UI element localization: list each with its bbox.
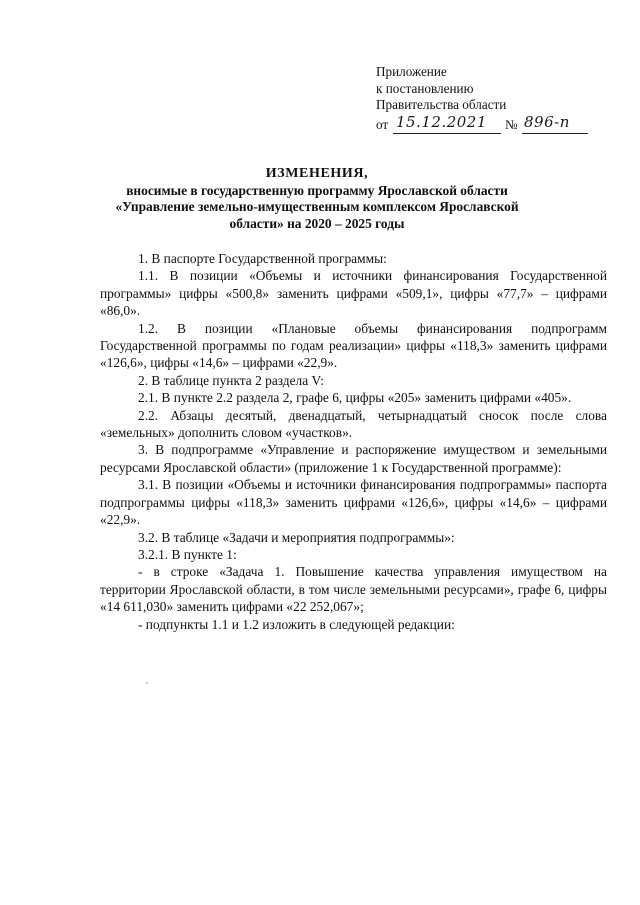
- title-heading: ИЗМЕНЕНИЯ,: [265, 166, 369, 181]
- paragraph-task-1-row: - в строке «Задача 1. Повышение качества управления имуществом на территории Ярославской области, в том числе земельными ресурсами», графе 6, цифры «14 611,030» заменить цифрами «22 252,067»;: [100, 564, 607, 615]
- title-line-2: «Управление земельно-имущественным комплексом Ярославской: [115, 199, 519, 214]
- paragraph-1-2: 1.2. В позиции «Плановые объемы финансирования подпрограмм Государственной программы по годам реализации» цифры «118,3» заменить цифрами «126,6», цифры «14,6» – цифрами «22,9».: [100, 320, 607, 371]
- appendix-line-3: Правительства области: [376, 97, 507, 112]
- document-body: [100, 250, 607, 633]
- date-prefix: от: [376, 116, 389, 132]
- paragraph-3: 3. В подпрограмме «Управление и распоряжение имуществом и земельными ресурсами Ярославской области» (приложение 1 к Государственной программе):: [100, 442, 607, 475]
- handwritten-number: 896-п: [524, 112, 570, 131]
- title-line-1: вносимые в государственную программу Ярославской области: [126, 182, 508, 198]
- paragraph-3-1: 3.1. В позиции «Объемы и источники финансирования подпрограммы» паспорта подпрограммы цифры «118,3» заменить цифрами «126,6», цифры «14,6» – цифрами «22,9».: [100, 477, 607, 528]
- date-underline: [393, 133, 501, 134]
- number-underline: [522, 133, 588, 134]
- paragraph-1-1: 1.1. В позиции «Объемы и источники финансирования Государственной программы» цифры «500,8» заменить цифрами «509,1», цифры «77,7» – цифрами «86,0».: [100, 268, 607, 319]
- paragraph-2-1: 2.1. В пункте 2.2 раздела 2, графе 6, цифры «205» заменить цифрами «405».: [138, 390, 572, 406]
- appendix-line-2: к постановлению: [376, 80, 474, 96]
- paragraph-2: 2. В таблице пункта 2 раздела V:: [138, 372, 324, 388]
- appendix-date-line: [376, 114, 616, 136]
- paragraph-3-2: 3.2. В таблице «Задачи и мероприятия подпрограммы»:: [138, 529, 455, 545]
- paragraph-subitems: - подпункты 1.1 и 1.2 изложить в следующей редакции:: [138, 616, 455, 632]
- handwritten-date: 15.12.2021: [396, 112, 487, 131]
- paragraph-3-2-1: 3.2.1. В пункте 1:: [138, 546, 237, 562]
- number-sign: №: [505, 116, 518, 132]
- title-line-3: области» на 2020 – 2025 годы: [229, 215, 405, 231]
- paragraph-1: 1. В паспорте Государственной программы:: [138, 251, 387, 266]
- appendix-header: [376, 64, 616, 136]
- appendix-line-1: Приложение: [376, 64, 447, 79]
- paragraph-2-2: 2.2. Абзацы десятый, двенадцатый, четырнадцатый сносок после слова «земельных» дополнить словом «участков».: [100, 407, 607, 441]
- document-title: [92, 166, 542, 232]
- scan-speck: [146, 682, 148, 684]
